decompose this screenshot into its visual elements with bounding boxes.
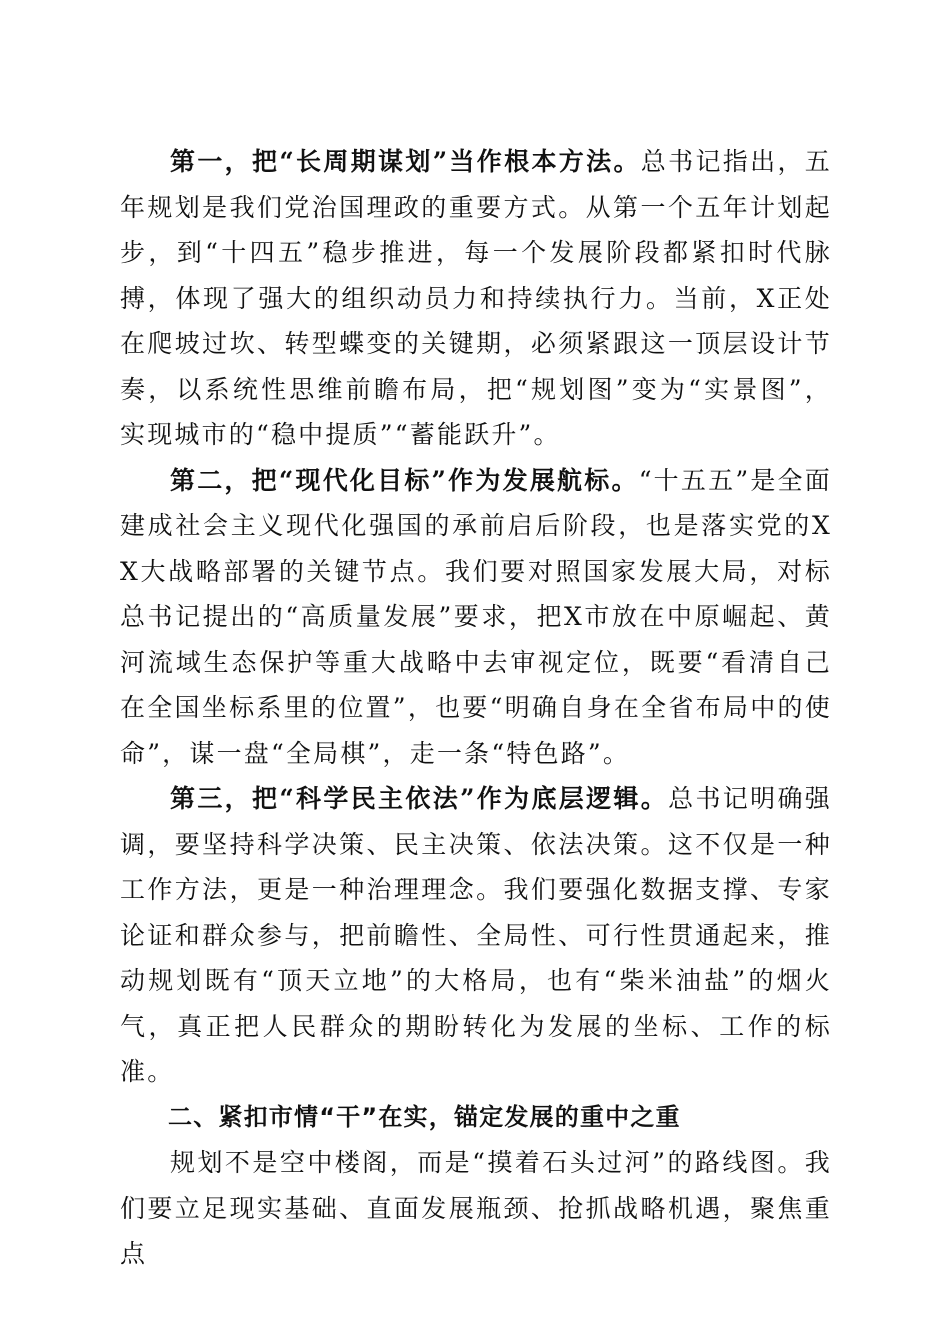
paragraph-first: [120, 139, 832, 458]
paragraph-second-text: “十五五”是全面建成社会主义现代化强国的承前启后阶段，也是落实党的XX大战略部署的关键节点。我们要对照国家发展大局，对标总书记提出的“高质量发展”要求，把X市放在中原崛起、黄河流域生态保护等重大战略中去审视定位，既要“看清自己在全国坐标系里的位置”，也要“明确自身在全省布局中的使命”，谋一盘“全局棋”，走一条“特色路”。: [120, 465, 832, 768]
section-heading: 二、紧扣市情“干”在实，锚定发展的重中之重: [168, 1102, 681, 1131]
paragraph-closing: 规划不是空中楼阁，而是“摸着石头过河”的路线图。我们要立足现实基础、直面发展瓶颈、抢抓战略机遇，聚焦重点: [120, 1148, 832, 1268]
paragraph-second-lead: 第二，把“现代化目标”作为发展航标。: [170, 465, 639, 495]
paragraph-third-lead: 第三，把“科学民主依法”作为底层逻辑。: [170, 784, 669, 813]
paragraph-third: [120, 776, 832, 1095]
document-body: [120, 139, 832, 1277]
paragraph-third-text: 总书记明确强调，要坚持科学决策、民主决策、依法决策。这不仅是一种工作方法，更是一种治理理念。我们要强化数据支撑、专家论证和群众参与，把前瞻性、全局性、可行性贯通起来，推动规划既有“顶天立地”的大格局，也有“柴米油盐”的烟火气，真正把人民群众的期盼转化为发展的坐标、工作的标准。: [120, 784, 832, 1086]
paragraph-first-lead: 第一，把“长周期谋划”当作根本方法。: [170, 147, 641, 176]
paragraph-first-text: 总书记指出，五年规划是我们党治国理政的重要方式。从第一个五年计划起步，到“十四五”稳步推进，每一个发展阶段都紧扣时代脉搏，体现了强大的组织动员力和持续执行力。当前，X正处在爬坡过坎、转型蝶变的关键期，必须紧跟这一顶层设计节奏，以系统性思维前瞻布局，把“规划图”变为“实景图”，实现城市的“稳中提质”“蓄能跃升”。: [120, 147, 832, 449]
paragraph-second: [120, 458, 832, 777]
